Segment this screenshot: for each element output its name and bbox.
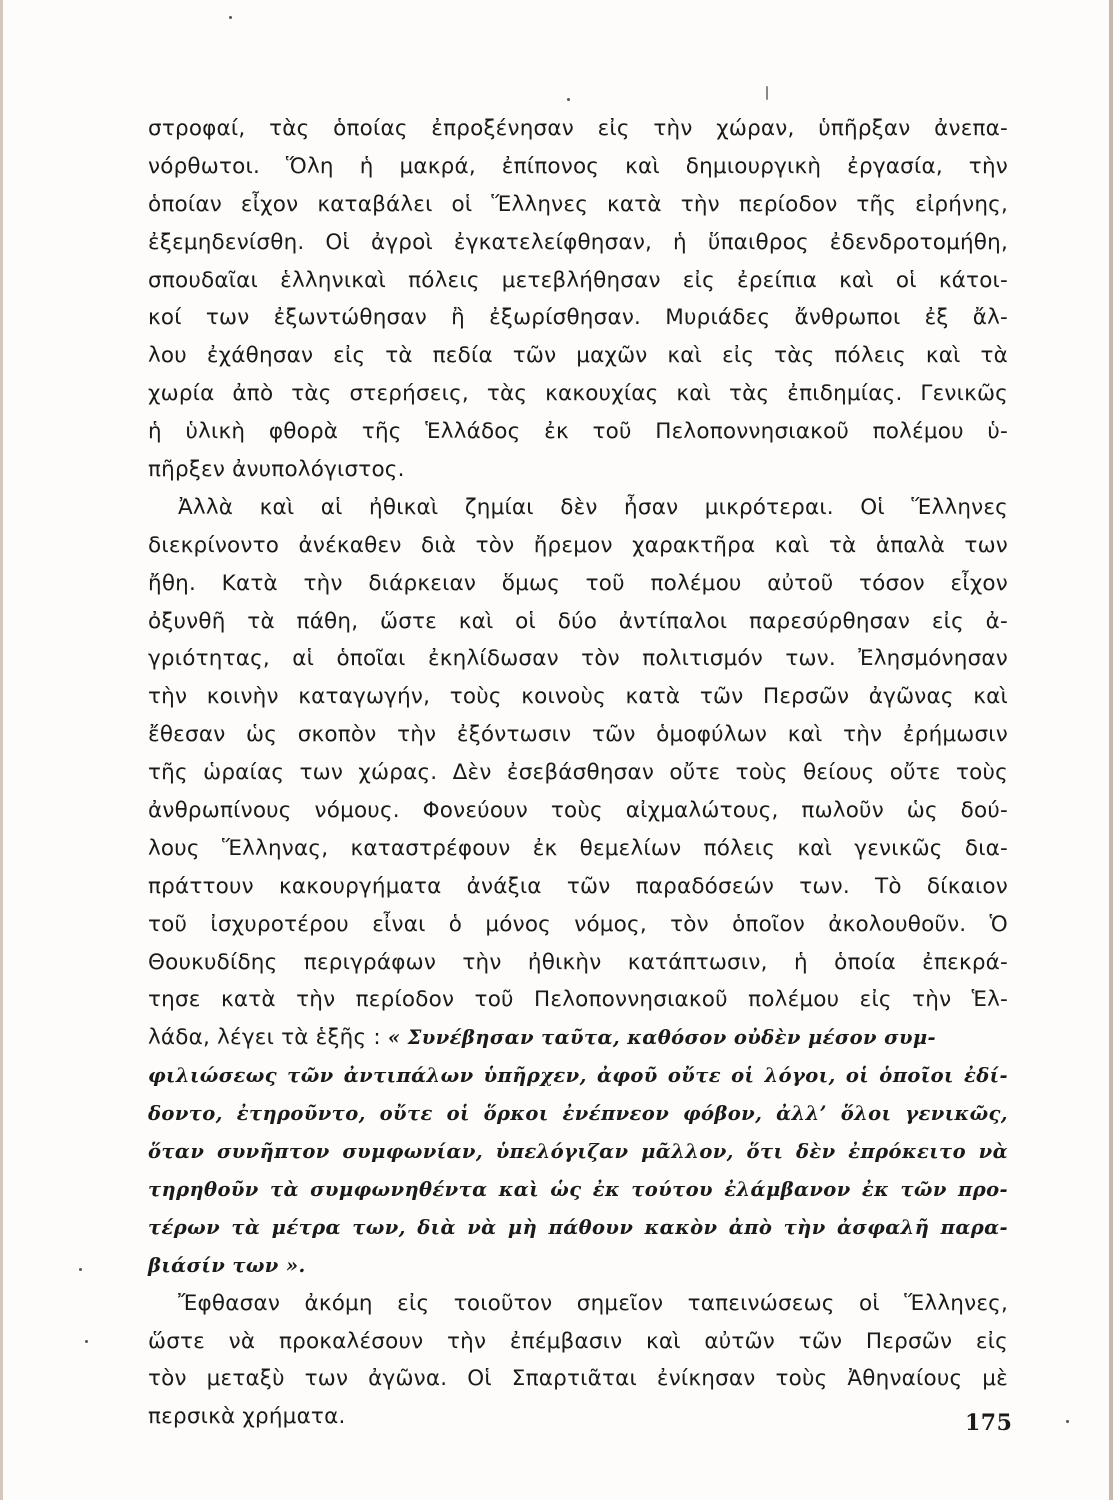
text-line: λους Ἕλληνας, καταστρέφουν ἐκ θεμελίων πόλεις καὶ γενικῶς δια- — [148, 835, 1008, 861]
text-line: τησε κατὰ τὴν περίοδον τοῦ Πελοποννησιακοῦ πολέμου εἰς τὴν Ἑλ- — [148, 987, 1008, 1013]
text-line: τὸν μεταξὺ των ἀγῶνα. Οἱ Σπαρτιᾶται ἐνίκησαν τοὺς Ἀθηναίους μὲ — [148, 1366, 1008, 1392]
text-line: διεκρίνοντο ἀνέκαθεν διὰ τὸν ἤρεμον χαρακτῆρα καὶ τὰ ἁπαλὰ των — [148, 532, 1008, 558]
body-text — [148, 110, 1008, 1436]
ink-speck — [1066, 1420, 1069, 1423]
text-line: τὴν κοινὴν καταγωγήν, τοὺς κοινοὺς κατὰ τῶν Περσῶν ἀγῶνας καὶ — [148, 684, 1008, 710]
quote-line: δοντο, ἐτηροῦντο, οὔτε οἱ ὅρκοι ἐνέπνεον φόβον, ἀλλ’ ὅλοι γενικῶς, — [148, 1102, 1008, 1126]
text-line: ἤθη. Κατὰ τὴν διάρκειαν ὅμως τοῦ πολέμου αὐτοῦ τόσον εἶχον — [148, 570, 1008, 596]
text-line: ἀνθρωπίνους νόμους. Φονεύουν τοὺς αἰχμαλώτους, πωλοῦν ὡς δού- — [148, 798, 1008, 824]
text-line: τοῦ ἰσχυροτέρου εἶναι ὁ μόνος νόμος, τὸν ὁποῖον ἀκολουθοῦν. Ὁ — [148, 911, 1008, 937]
thucydides-quote: « Συνέβησαν ταῦτα, καθόσον οὐδὲν μέσον συμ- — [387, 1026, 937, 1050]
text-line: Θουκυδίδης περιγράφων τὴν ἠθικὴν κατάπτωσιν, ἡ ὁποία ἐπεκρά- — [148, 949, 1008, 975]
ink-speck — [766, 86, 768, 100]
text-line: χωρία ἀπὸ τὰς στερήσεις, τὰς κακουχίας καὶ τὰς ἐπιδημίας. Γενικῶς — [148, 381, 1008, 407]
text-line: ἡ ὑλικὴ φθορὰ τῆς Ἑλλάδος ἐκ τοῦ Πελοποννησιακοῦ πολέμου ὑ- — [148, 419, 1008, 445]
quote-line: τέρων τὰ μέτρα των, διὰ νὰ μὴ πάθουν κακὸν ἀπὸ τὴν ἀσφαλῆ παρα- — [148, 1215, 1008, 1239]
quote-line: φιλιώσεως τῶν ἀντιπάλων ὑπῆρχεν, ἀφοῦ οὔτε οἱ λόγοι, οἱ ὁποῖοι ἐδί- — [148, 1064, 1008, 1088]
text-line: γριότητας, αἱ ὁποῖαι ἐκηλίδωσαν τὸν πολιτισμόν των. Ἐλησμόνησαν — [148, 646, 1008, 672]
quote-line: βιάσίν των ». — [148, 1253, 306, 1277]
text-line: στροφαί, τὰς ὁποίας ἐπροξένησαν εἰς τὴν χώραν, ὑπῆρξαν ἀνεπα- — [148, 116, 1008, 141]
quote-lead-line — [148, 1019, 1008, 1057]
text-line: νόρθωτοι. Ὅλη ἡ μακρά, ἐπίπονος καὶ δημιουργικὴ ἐργασία, τὴν — [148, 153, 1008, 179]
ink-speck — [229, 16, 232, 19]
text-line: ὁποίαν εἶχον καταβάλει οἱ Ἕλληνες κατὰ τὴν περίοδον τῆς εἰρήνης, — [148, 191, 1008, 217]
text-line: πῆρξεν ἀνυπολόγιστος. — [148, 457, 405, 483]
quote-line: ὅταν συνῆπτον συμφωνίαν, ὑπελόγιζαν μᾶλλον, ὅτι δὲν ἐπρόκειτο νὰ — [148, 1140, 1008, 1164]
ink-speck — [567, 98, 570, 101]
text-line: σπουδαῖαι ἑλληνικαὶ πόλεις μετεβλήθησαν εἰς ἐρείπια καὶ οἱ κάτοι- — [148, 267, 1008, 293]
text-line: Ἀλλὰ καὶ αἱ ἠθικαὶ ζημίαι δὲν ἦσαν μικρότεραι. Οἱ Ἕλληνες — [178, 494, 1008, 520]
text-line: λου ἐχάθησαν εἰς τὰ πεδία τῶν μαχῶν καὶ εἰς τὰς πόλεις καὶ τὰ — [148, 343, 1008, 369]
text-line: πράττουν κακουργήματα ἀνάξια τῶν παραδόσεών των. Τὸ δίκαιον — [148, 873, 1008, 899]
page-number: 175 — [965, 1410, 1013, 1436]
text-line: κοί των ἐξωντώθησαν ἢ ἐξωρίσθησαν. Μυριάδες ἄνθρωποι ἐξ ἄλ- — [148, 305, 1008, 331]
text-line: ὀξυνθῆ τὰ πάθη, ὥστε καὶ οἱ δύο ἀντίπαλοι παρεσύρθησαν εἰς ἀ- — [148, 608, 1008, 634]
quote-lead: λάδα, λέγει τὰ ἑξῆς : — [148, 1025, 381, 1051]
ink-speck — [79, 1268, 82, 1271]
quote-line: τηρηθοῦν τὰ συμφωνηθέντα καὶ ὡς ἐκ τούτου ἐλάμβανον ἐκ τῶν προ- — [148, 1177, 1008, 1201]
text-line: Ἔφθασαν ἀκόμη εἰς τοιοῦτον σημεῖον ταπεινώσεως οἱ Ἕλληνες, — [178, 1290, 1008, 1316]
text-line: ἔθεσαν ὡς σκοπὸν τὴν ἐξόντωσιν τῶν ὁμοφύλων καὶ τὴν ἐρήμωσιν — [148, 722, 1008, 748]
text-line: ὥστε νὰ προκαλέσουν τὴν ἐπέμβασιν καὶ αὐτῶν τῶν Περσῶν εἰς — [148, 1328, 1008, 1354]
text-line: τῆς ὡραίας των χώρας. Δὲν ἐσεβάσθησαν οὔτε τοὺς θείους οὔτε τοὺς — [148, 760, 1008, 786]
text-line: ἐξεμηδενίσθη. Οἱ ἀγροὶ ἐγκατελείφθησαν, ἡ ὕπαιθρος ἐδενδροτομήθη, — [148, 229, 1008, 255]
ink-speck — [85, 1340, 88, 1343]
text-line: περσικὰ χρήματα. — [148, 1404, 346, 1430]
